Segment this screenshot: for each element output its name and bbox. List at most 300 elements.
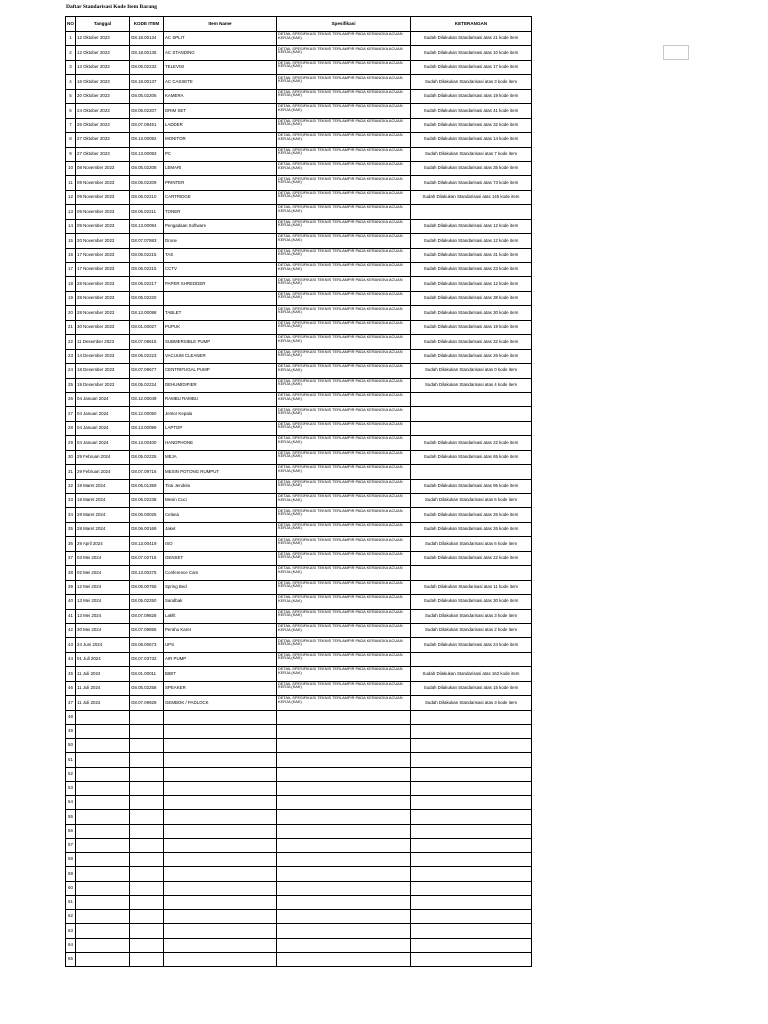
row-item-code: G8.01.00011 (130, 667, 164, 681)
row-item-name-empty (164, 910, 277, 924)
row-item-name-empty (164, 810, 277, 824)
row-keterangan: Sudah Dilakukan Standarisasi atas 21 kode item (411, 32, 532, 46)
row-keterangan: Sudah Dilakukan Standarisasi atas 26 kode item (411, 508, 532, 522)
row-specification: DETAIL SPESIFIKASI TEKNIS TERLAMPIR PADA KERANGKA ACUAN KERJA (KAK) (277, 277, 411, 291)
row-item-code: G8.05.02209 (130, 176, 164, 190)
table-row (66, 147, 532, 161)
row-item-name: Perahu Karet (164, 623, 277, 637)
item-code-table (65, 16, 532, 967)
row-keterangan-empty (411, 810, 532, 824)
row-item-code: G8.13.00093 (130, 147, 164, 161)
row-item-code: G8.05.02258 (130, 681, 164, 695)
row-number: 37 (66, 551, 76, 565)
row-date-empty (76, 867, 130, 881)
row-specification: DETAIL SPESIFIKASI TEKNIS TERLAMPIR PADA KERANGKA ACUAN KERJA (KAK) (277, 609, 411, 623)
row-specification-empty (277, 910, 411, 924)
row-date: 09 November 2023 (76, 205, 130, 219)
row-keterangan-empty (411, 910, 532, 924)
row-item-code-empty (130, 938, 164, 952)
row-date-empty (76, 924, 130, 938)
row-number: 54 (66, 796, 76, 810)
table-row (66, 638, 532, 652)
row-number: 44 (66, 652, 76, 666)
row-specification-empty (277, 710, 411, 724)
row-date-empty (76, 710, 130, 724)
row-item-name-empty (164, 924, 277, 938)
row-item-name-empty (164, 739, 277, 753)
row-date: 28 November 2023 (76, 277, 130, 291)
row-keterangan: Sudah Dilakukan Standarisasi atas 15 kode item (411, 681, 532, 695)
table-row (66, 349, 532, 363)
row-number: 60 (66, 881, 76, 895)
row-item-code: G8.13.00275 (130, 566, 164, 580)
table-row (66, 306, 532, 320)
row-date: 11 Juli 2024 (76, 696, 130, 710)
table-row (66, 508, 532, 522)
row-number: 14 (66, 219, 76, 233)
row-number: 1 (66, 32, 76, 46)
row-keterangan: Sudah Dilakukan Standarisasi atas 2 kode item (411, 623, 532, 637)
row-item-name: LADDER (164, 118, 277, 132)
row-date: 08 November 2023 (76, 161, 130, 175)
row-specification: DETAIL SPESIFIKASI TEKNIS TERLAMPIR PADA KERANGKA ACUAN KERJA (KAK) (277, 522, 411, 536)
row-item-name: KAMERA (164, 89, 277, 103)
row-specification: DETAIL SPESIFIKASI TEKNIS TERLAMPIR PADA KERANGKA ACUAN KERJA (KAK) (277, 551, 411, 565)
row-date-empty (76, 767, 130, 781)
row-specification: DETAIL SPESIFIKASI TEKNIS TERLAMPIR PADA KERANGKA ACUAN KERJA (KAK) (277, 291, 411, 305)
row-date-empty (76, 796, 130, 810)
row-specification: DETAIL SPESIFIKASI TEKNIS TERLAMPIR PADA KERANGKA ACUAN KERJA (KAK) (277, 335, 411, 349)
row-keterangan: Sudah Dilakukan Standarisasi atas 12 kode item (411, 234, 532, 248)
table-row (66, 190, 532, 204)
row-number: 30 (66, 450, 76, 464)
table-row (66, 219, 532, 233)
row-number: 4 (66, 75, 76, 89)
empty-table-row (66, 881, 532, 895)
row-item-name-empty (164, 938, 277, 952)
row-keterangan-empty (411, 838, 532, 852)
row-specification: DETAIL SPESIFIKASI TEKNIS TERLAMPIR PADA KERANGKA ACUAN KERJA (KAK) (277, 508, 411, 522)
row-keterangan (411, 392, 532, 406)
row-keterangan-empty (411, 924, 532, 938)
row-item-name-empty (164, 895, 277, 909)
row-number: 56 (66, 824, 76, 838)
row-item-code: G8.07.09677 (130, 364, 164, 378)
row-keterangan: Sudah Dilakukan Standarisasi atas 19 kode item (411, 320, 532, 334)
row-item-name: MESIN POTONG RUMPUT (164, 465, 277, 479)
row-keterangan-empty (411, 824, 532, 838)
row-keterangan (411, 205, 532, 219)
row-item-name: GEMBOK / PADLOCK (164, 696, 277, 710)
row-keterangan: Sudah Dilakukan Standarisasi atas 14 kode item (411, 133, 532, 147)
row-item-name-empty (164, 724, 277, 738)
empty-table-row (66, 739, 532, 753)
row-specification-empty (277, 767, 411, 781)
row-item-name: Spring Bed (164, 580, 277, 594)
table-row (66, 118, 532, 132)
row-number: 65 (66, 952, 76, 966)
row-item-code: G8.05.02215 (130, 263, 164, 277)
row-item-code-empty (130, 895, 164, 909)
row-number: 41 (66, 609, 76, 623)
row-number: 64 (66, 938, 76, 952)
row-item-name: DEHUMIDIFIER (164, 378, 277, 392)
row-date: 18 Desember 2023 (76, 364, 130, 378)
table-row (66, 161, 532, 175)
row-keterangan: Sudah Dilakukan Standarisasi atas 22 kode item (411, 436, 532, 450)
row-specification-empty (277, 895, 411, 909)
row-item-name: Tirai Jendela (164, 479, 277, 493)
row-specification: DETAIL SPESIFIKASI TEKNIS TERLAMPIR PADA KERANGKA ACUAN KERJA (KAK) (277, 566, 411, 580)
table-row (66, 494, 532, 508)
row-date: 14 Desember 2023 (76, 349, 130, 363)
row-item-code-empty (130, 724, 164, 738)
row-specification-empty (277, 838, 411, 852)
row-number: 61 (66, 895, 76, 909)
row-specification: DETAIL SPESIFIKASI TEKNIS TERLAMPIR PADA KERANGKA ACUAN KERJA (KAK) (277, 75, 411, 89)
row-item-code: G8.05.02238 (130, 494, 164, 508)
row-item-code: G8.05.02232 (130, 60, 164, 74)
row-item-code: G8.06.00025 (130, 508, 164, 522)
row-keterangan: Sudah Dilakukan Standarisasi atas 26 kode item (411, 522, 532, 536)
row-specification-empty (277, 952, 411, 966)
row-item-code: G8.13.00098 (130, 306, 164, 320)
empty-table-row (66, 753, 532, 767)
row-date-empty (76, 881, 130, 895)
row-keterangan: Sudah Dilakukan Standarisasi atas 3 kode item (411, 75, 532, 89)
row-item-code: G8.07.09928 (130, 696, 164, 710)
row-number: 50 (66, 739, 76, 753)
row-date: 13 Oktober 2023 (76, 60, 130, 74)
row-number: 38 (66, 566, 76, 580)
row-number: 19 (66, 291, 76, 305)
row-item-code-empty (130, 867, 164, 881)
row-number: 17 (66, 263, 76, 277)
row-date: 29 April 2024 (76, 537, 130, 551)
row-date-empty (76, 781, 130, 795)
empty-table-row (66, 853, 532, 867)
row-specification-empty (277, 853, 411, 867)
row-date: 26 Oktober 2023 (76, 118, 130, 132)
row-number: 25 (66, 378, 76, 392)
row-keterangan (411, 421, 532, 435)
row-keterangan: Sudah Dilakukan Standarisasi atas 145 kode item (411, 190, 532, 204)
row-item-name-empty (164, 710, 277, 724)
table-row (66, 623, 532, 637)
row-item-code: G8.07.09855 (130, 623, 164, 637)
row-item-code: G8.05.02206 (130, 89, 164, 103)
row-specification: DETAIL SPESIFIKASI TEKNIS TERLAMPIR PADA KERANGKA ACUAN KERJA (KAK) (277, 450, 411, 464)
row-item-code: G8.07.02718 (130, 551, 164, 565)
row-item-code: G8.13.00099 (130, 421, 164, 435)
row-number: 63 (66, 924, 76, 938)
table-row (66, 522, 532, 536)
row-number: 7 (66, 118, 76, 132)
row-date: 28 November 2023 (76, 306, 130, 320)
empty-table-row (66, 824, 532, 838)
row-item-code: G8.05.02207 (130, 104, 164, 118)
row-specification: DETAIL SPESIFIKASI TEKNIS TERLAMPIR PADA KERANGKA ACUAN KERJA (KAK) (277, 623, 411, 637)
row-item-code: G8.05.02224 (130, 378, 164, 392)
table-row (66, 176, 532, 190)
row-specification-empty (277, 810, 411, 824)
row-keterangan-empty (411, 739, 532, 753)
row-item-code-empty (130, 739, 164, 753)
row-item-name: VACUUM CLEANER (164, 349, 277, 363)
row-date-empty (76, 895, 130, 909)
row-date: 20 Oktober 2023 (76, 89, 130, 103)
row-number: 21 (66, 320, 76, 334)
row-item-code: G8.05.02217 (130, 277, 164, 291)
row-keterangan: Sudah Dilakukan Standarisasi atas 7 kode item (411, 147, 532, 161)
row-date: 12 Oktober 2023 (76, 32, 130, 46)
row-item-code: G8.07.09615 (130, 335, 164, 349)
row-item-code-empty (130, 767, 164, 781)
table-row (66, 465, 532, 479)
row-item-code: G8.18.00135 (130, 46, 164, 60)
table-row (66, 75, 532, 89)
row-number: 43 (66, 638, 76, 652)
row-item-name: AC CASSETE (164, 75, 277, 89)
table-row (66, 248, 532, 262)
row-keterangan: Sudah Dilakukan Standarisasi atas 31 kode item (411, 248, 532, 262)
row-specification: DETAIL SPESIFIKASI TEKNIS TERLAMPIR PADA KERANGKA ACUAN KERJA (KAK) (277, 580, 411, 594)
row-keterangan-empty (411, 938, 532, 952)
empty-table-row (66, 924, 532, 938)
row-item-code: G8.07.09451 (130, 118, 164, 132)
row-date: 04 Januari 2024 (76, 407, 130, 421)
row-keterangan: Sudah Dilakukan Standarisasi atas 38 kode item (411, 291, 532, 305)
row-specification: DETAIL SPESIFIKASI TEKNIS TERLAMPIR PADA KERANGKA ACUAN KERJA (KAK) (277, 479, 411, 493)
row-item-name-empty (164, 767, 277, 781)
row-item-code: G8.05.02225 (130, 450, 164, 464)
row-number: 16 (66, 248, 76, 262)
row-specification: DETAIL SPESIFIKASI TEKNIS TERLAMPIR PADA KERANGKA ACUAN KERJA (KAK) (277, 60, 411, 74)
table-row (66, 89, 532, 103)
table-row (66, 421, 532, 435)
row-date: 03 Mei 2024 (76, 551, 130, 565)
row-item-name: RAMBU RAMBU (164, 392, 277, 406)
row-item-code-empty (130, 753, 164, 767)
row-keterangan-empty (411, 881, 532, 895)
row-specification: DETAIL SPESIFIKASI TEKNIS TERLAMPIR PADA KERANGKA ACUAN KERJA (KAK) (277, 436, 411, 450)
row-item-code: G8.13.00094 (130, 219, 164, 233)
row-specification: DETAIL SPESIFIKASI TEKNIS TERLAMPIR PADA KERANGKA ACUAN KERJA (KAK) (277, 667, 411, 681)
empty-table-row (66, 781, 532, 795)
row-specification: DETAIL SPESIFIKASI TEKNIS TERLAMPIR PADA KERANGKA ACUAN KERJA (KAK) (277, 349, 411, 363)
table-row (66, 378, 532, 392)
row-item-name: SUBMERSIBLE PUMP (164, 335, 277, 349)
row-date-empty (76, 753, 130, 767)
table-row (66, 291, 532, 305)
row-specification: DETAIL SPESIFIKASI TEKNIS TERLAMPIR PADA KERANGKA ACUAN KERJA (KAK) (277, 494, 411, 508)
table-row (66, 566, 532, 580)
row-date: 27 Oktober 2023 (76, 133, 130, 147)
row-keterangan-empty (411, 753, 532, 767)
row-item-code-empty (130, 881, 164, 895)
row-number: 3 (66, 60, 76, 74)
row-date: 28 Maret 2024 (76, 522, 130, 536)
row-specification: DETAIL SPESIFIKASI TEKNIS TERLAMPIR PADA KERANGKA ACUAN KERJA (KAK) (277, 263, 411, 277)
row-item-name-empty (164, 824, 277, 838)
row-number: 53 (66, 781, 76, 795)
table-row (66, 104, 532, 118)
row-item-name: Lakfit (164, 609, 277, 623)
row-number: 13 (66, 205, 76, 219)
row-number: 33 (66, 494, 76, 508)
row-specification: DETAIL SPESIFIKASI TEKNIS TERLAMPIR PADA KERANGKA ACUAN KERJA (KAK) (277, 696, 411, 710)
table-row (66, 60, 532, 74)
row-keterangan: Sudah Dilakukan Standarisasi atas 73 kode item (411, 176, 532, 190)
table-row (66, 595, 532, 609)
row-date-empty (76, 853, 130, 867)
row-item-name: PC (164, 147, 277, 161)
row-item-code: G8.05.02220 (130, 291, 164, 305)
row-number: 39 (66, 580, 76, 594)
row-number: 22 (66, 335, 76, 349)
row-specification-empty (277, 938, 411, 952)
row-item-name-empty (164, 753, 277, 767)
row-item-name-empty (164, 881, 277, 895)
row-item-name-empty (164, 867, 277, 881)
row-item-name: ISO (164, 537, 277, 551)
table-row (66, 681, 532, 695)
row-specification: DETAIL SPESIFIKASI TEKNIS TERLAMPIR PADA KERANGKA ACUAN KERJA (KAK) (277, 147, 411, 161)
row-item-name: CCTV (164, 263, 277, 277)
row-item-name: DRIM SET (164, 104, 277, 118)
table-row (66, 32, 532, 46)
table-row (66, 537, 532, 551)
row-specification-empty (277, 739, 411, 753)
row-item-code: G8.13.00092 (130, 133, 164, 147)
row-number: 34 (66, 508, 76, 522)
empty-cell-box (663, 45, 689, 60)
row-number: 12 (66, 190, 76, 204)
row-specification: DETAIL SPESIFIKASI TEKNIS TERLAMPIR PADA KERANGKA ACUAN KERJA (KAK) (277, 652, 411, 666)
row-number: 36 (66, 537, 76, 551)
row-specification: DETAIL SPESIFIKASI TEKNIS TERLAMPIR PADA KERANGKA ACUAN KERJA (KAK) (277, 118, 411, 132)
table-row (66, 335, 532, 349)
table-row (66, 479, 532, 493)
row-item-name: Sandbak (164, 595, 277, 609)
row-date: 27 Oktober 2023 (76, 147, 130, 161)
row-item-name: AC SPLIT (164, 32, 277, 46)
row-item-code: G8.18.00137 (130, 75, 164, 89)
empty-table-row (66, 910, 532, 924)
row-item-code: G8.05.02250 (130, 595, 164, 609)
row-item-code: G8.07.03732 (130, 652, 164, 666)
row-number: 11 (66, 176, 76, 190)
row-keterangan-empty (411, 867, 532, 881)
row-specification: DETAIL SPESIFIKASI TEKNIS TERLAMPIR PADA KERANGKA ACUAN KERJA (KAK) (277, 638, 411, 652)
row-specification: DETAIL SPESIFIKASI TEKNIS TERLAMPIR PADA KERANGKA ACUAN KERJA (KAK) (277, 392, 411, 406)
row-item-code: G8.05.00755 (130, 580, 164, 594)
row-date-empty (76, 824, 130, 838)
row-date: 16 Oktober 2023 (76, 75, 130, 89)
row-number: 58 (66, 853, 76, 867)
row-specification: DETAIL SPESIFIKASI TEKNIS TERLAMPIR PADA KERANGKA ACUAN KERJA (KAK) (277, 320, 411, 334)
row-keterangan-empty (411, 710, 532, 724)
row-item-code: G8.06.00169 (130, 522, 164, 536)
row-item-code: G8.13.00419 (130, 537, 164, 551)
row-specification: DETAIL SPESIFIKASI TEKNIS TERLAMPIR PADA KERANGKA ACUAN KERJA (KAK) (277, 407, 411, 421)
row-item-name (164, 291, 277, 305)
header-kode-item: KODE ITEM (130, 17, 164, 32)
empty-table-row (66, 710, 532, 724)
table-row (66, 551, 532, 565)
row-item-name: Celana (164, 508, 277, 522)
row-number: 10 (66, 161, 76, 175)
header-tanggal: Tanggal (76, 17, 130, 32)
row-item-code: G8.08.00673 (130, 638, 164, 652)
row-item-name: PRINTER (164, 176, 277, 190)
row-date-empty (76, 910, 130, 924)
row-number: 62 (66, 910, 76, 924)
row-item-name: PAPER SHREDDER (164, 277, 277, 291)
row-item-code: G8.05.02208 (130, 161, 164, 175)
row-number: 48 (66, 710, 76, 724)
row-date: 12 Oktober 2023 (76, 46, 130, 60)
empty-table-row (66, 938, 532, 952)
row-item-name: MEJA (164, 450, 277, 464)
table-row (66, 205, 532, 219)
row-specification: DETAIL SPESIFIKASI TEKNIS TERLAMPIR PADA KERANGKA ACUAN KERJA (KAK) (277, 190, 411, 204)
table-row (66, 234, 532, 248)
row-number: 28 (66, 421, 76, 435)
row-keterangan: Sudah Dilakukan Standarisasi atas 3 kode item (411, 609, 532, 623)
row-keterangan: Sudah Dilakukan Standarisasi atas 162 kode item (411, 667, 532, 681)
row-item-code-empty (130, 853, 164, 867)
row-item-code: G8.05.02210 (130, 190, 164, 204)
row-specification: DETAIL SPESIFIKASI TEKNIS TERLAMPIR PADA KERANGKA ACUAN KERJA (KAK) (277, 46, 411, 60)
row-number: 52 (66, 767, 76, 781)
row-number: 18 (66, 277, 76, 291)
row-item-code-empty (130, 710, 164, 724)
row-keterangan-empty (411, 724, 532, 738)
row-date-empty (76, 838, 130, 852)
row-number: 45 (66, 667, 76, 681)
table-header-row (66, 17, 532, 32)
row-specification: DETAIL SPESIFIKASI TEKNIS TERLAMPIR PADA KERANGKA ACUAN KERJA (KAK) (277, 133, 411, 147)
table-row (66, 450, 532, 464)
row-item-code: G8.05.02211 (130, 205, 164, 219)
row-item-code-empty (130, 952, 164, 966)
row-date-empty (76, 739, 130, 753)
row-specification-empty (277, 753, 411, 767)
row-specification: DETAIL SPESIFIKASI TEKNIS TERLAMPIR PADA KERANGKA ACUAN KERJA (KAK) (277, 421, 411, 435)
row-number: 9 (66, 147, 76, 161)
row-item-code: G8.05.02223 (130, 349, 164, 363)
row-specification-empty (277, 724, 411, 738)
table-row (66, 320, 532, 334)
row-keterangan: Sudah Dilakukan Standarisasi atas 30 kode item (411, 306, 532, 320)
row-item-name: MONITOR (164, 133, 277, 147)
row-specification: DETAIL SPESIFIKASI TEKNIS TERLAMPIR PADA KERANGKA ACUAN KERJA (KAK) (277, 219, 411, 233)
row-keterangan: Sudah Dilakukan Standarisasi atas 10 kode item (411, 46, 532, 60)
empty-table-row (66, 867, 532, 881)
row-keterangan: Sudah Dilakukan Standarisasi atas 6 kode item (411, 537, 532, 551)
row-keterangan (411, 652, 532, 666)
row-item-code-empty (130, 781, 164, 795)
row-keterangan: Sudah Dilakukan Standarisasi atas 30 kode item (411, 595, 532, 609)
row-item-code: G8.07.07883 (130, 234, 164, 248)
row-item-name-empty (164, 838, 277, 852)
row-number: 2 (66, 46, 76, 60)
row-item-name-empty (164, 952, 277, 966)
row-number: 49 (66, 724, 76, 738)
row-item-code: G8.07.09828 (130, 609, 164, 623)
row-date: 04 Januari 2024 (76, 436, 130, 450)
